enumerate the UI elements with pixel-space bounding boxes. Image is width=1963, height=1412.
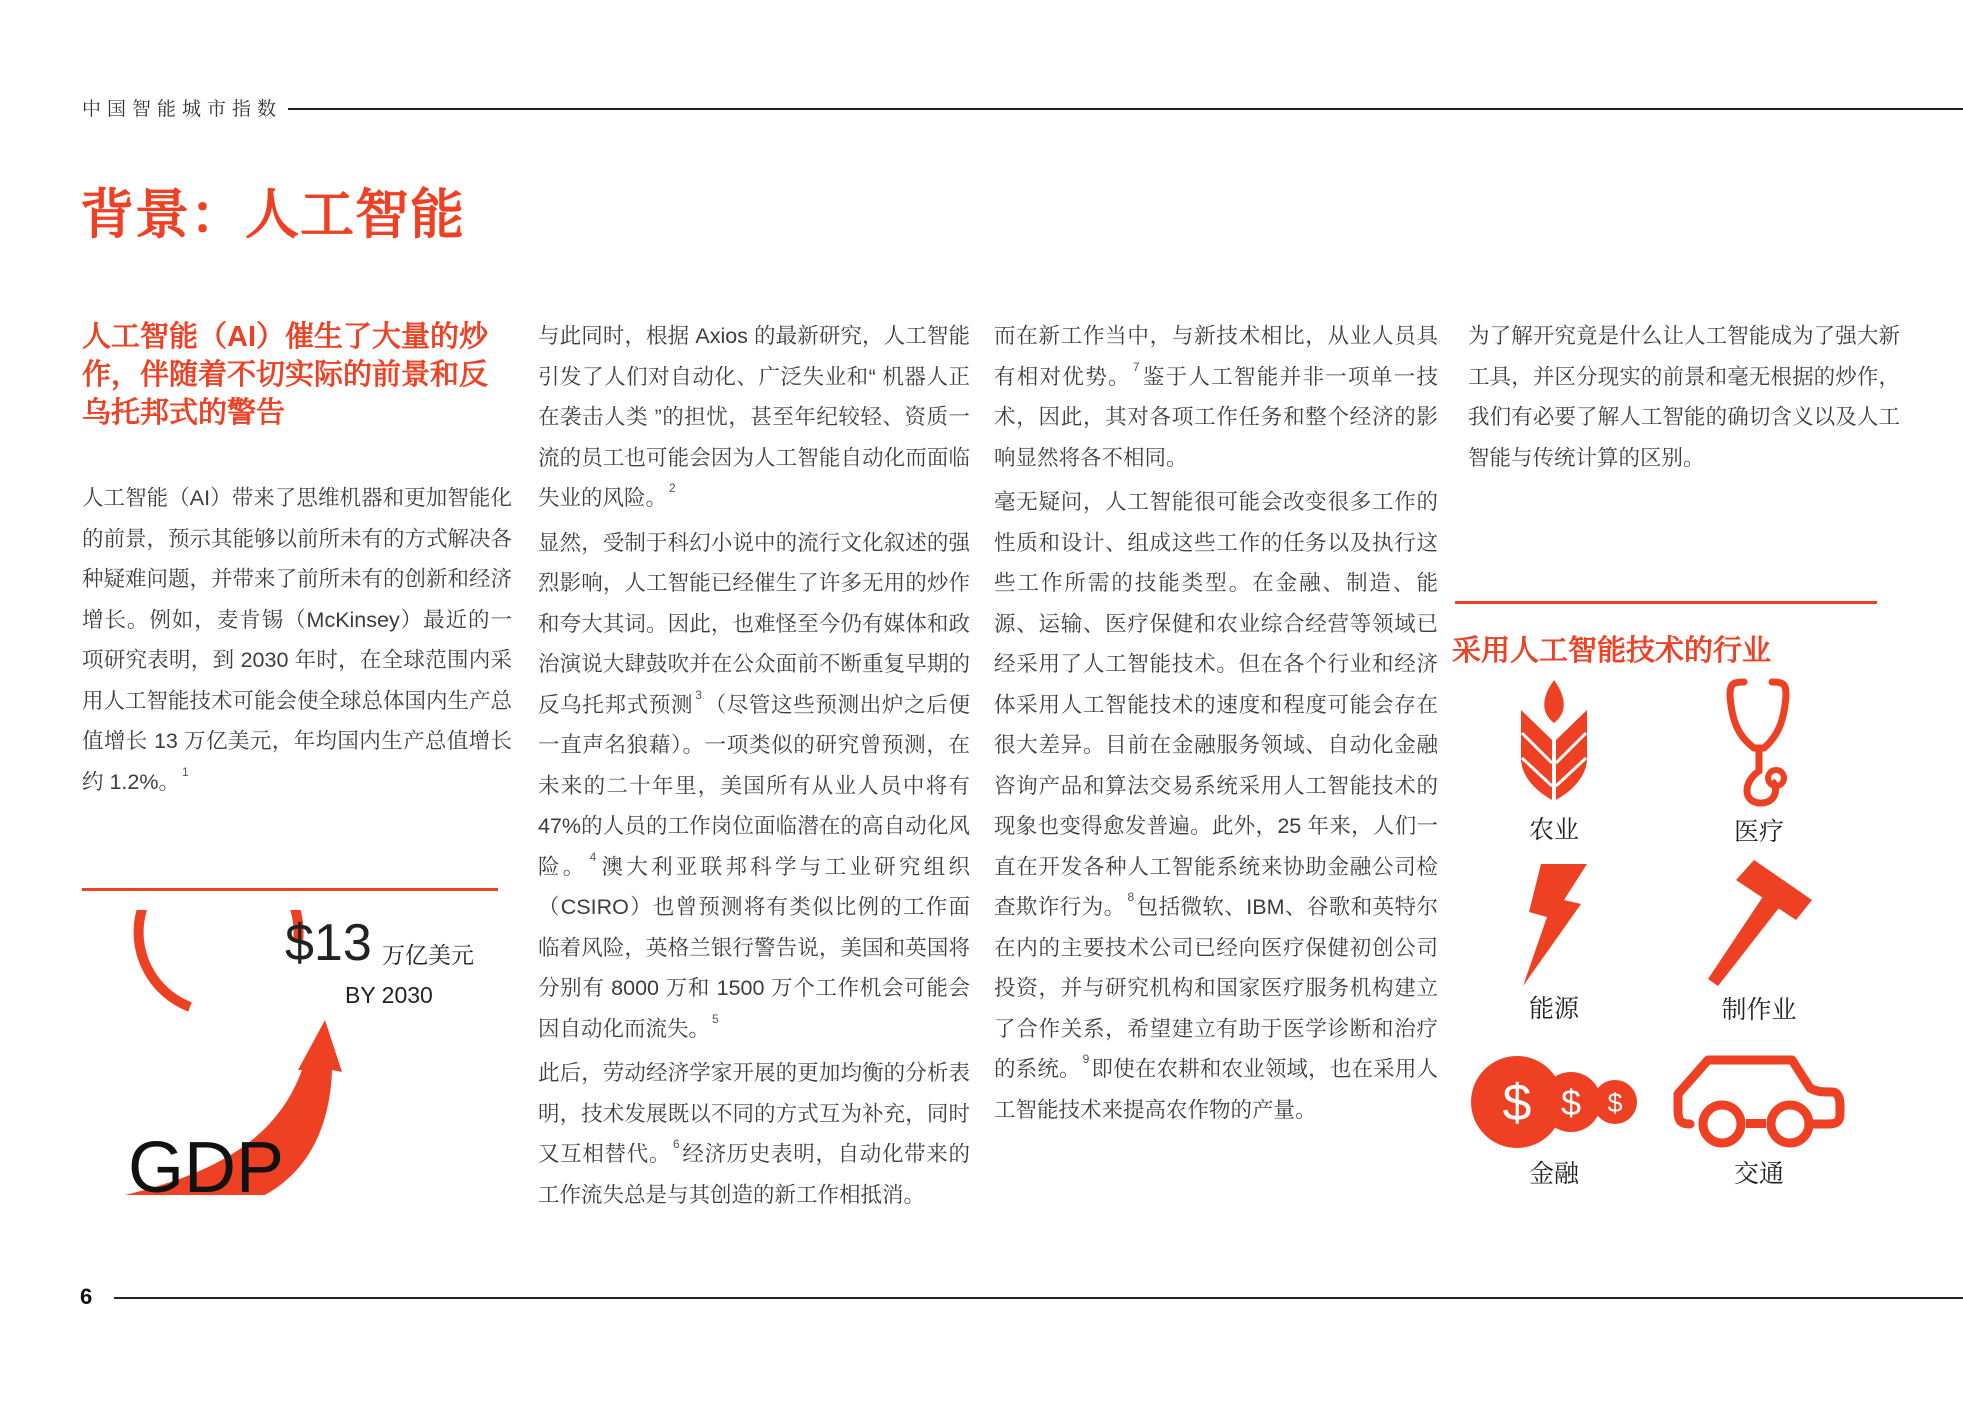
text-column-1 xyxy=(82,478,512,806)
footnote-ref: 9 xyxy=(1082,1052,1090,1066)
paragraph-text: 毫无疑问，人工智能很可能会改变很多工作的性质和设计、组成这些工作的任务以及执行这些工作所需的技能类型。在金融、制造、能源、运输、医疗保健和农业综合经营等领域已经采用了人工智能技术。但在各个行业和经济体采用人工智能技术的速度和程度可能会存在很大差异。目前在金融服务领域、自动化金融咨询产品和算法交易系统采用人工智能技术的现象也变得愈发普遍。此外，25 年来，人们一直在开发各种人工智能系统来协助金融公司检查欺诈行为。 xyxy=(994,490,1438,919)
industries-title: 采用人工智能技术的行业 xyxy=(1452,635,1772,667)
paragraph-text: 与此同时，根据 Axios 的最新研究，人工智能引发了人们对自动化、广泛失业和“ 机器人正在袭击人类 ”的担忧，甚至年纪较轻、资质一流的员工也可能会因为人工智能自动化而面临失业的风险。 xyxy=(538,324,970,510)
footnote-ref: 2 xyxy=(669,481,676,495)
paragraph-text: （尽管这些预测出炉之后便一直声名狼藉）。一项类似的研究曾预测，在未来的二十年里，美国所有从业人员中将有 47%的人员的工作岗位面临潜在的高自动化风险。 xyxy=(538,692,970,879)
paragraph-text: 即使在农耕和农业领域，也在采用人工智能技术来提高农作物的产量。 xyxy=(994,1057,1438,1122)
footnote-ref: 8 xyxy=(1127,890,1135,904)
text-column-2 xyxy=(538,316,970,1219)
text-column-4 xyxy=(1468,316,1900,482)
footer-rule xyxy=(114,1297,1963,1299)
gdp-unit: 万亿美元 xyxy=(382,942,474,968)
car-icon xyxy=(1672,1052,1846,1152)
industry-label: 金融 xyxy=(1528,1160,1579,1188)
paragraph xyxy=(538,1053,970,1215)
industry-label: 制作业 xyxy=(1721,996,1797,1024)
paragraph xyxy=(538,523,970,1050)
industry-finance xyxy=(1454,1052,1654,1190)
industry-label: 农业 xyxy=(1528,816,1579,844)
footnote-ref: 1 xyxy=(181,764,189,779)
industry-manufacturing xyxy=(1659,858,1859,1026)
paragraph-text: 经济历史表明，自动化带来的工作流失总是与其创造的新工作相抵消。 xyxy=(538,1142,970,1207)
gdp-amount: $13 xyxy=(285,914,372,972)
gdp-divider xyxy=(82,888,498,891)
paragraph-text: 包括微软、IBM、谷歌和英特尔在内的主要技术公司已经向医疗保健初创公司投资，并与研究机构和国家医疗服务机构建立了合作关系，希望建立有助于医学诊断和治疗的系统。 xyxy=(994,895,1438,1081)
gdp-year: BY 2030 xyxy=(345,982,433,1008)
paragraph xyxy=(994,316,1438,478)
gdp-label: GDP xyxy=(128,1128,285,1208)
paragraph-text: 人工智能（AI）带来了思维机器和更加智能化的前景，预示其能够以前所未有的方式解决各种疑难问题，并带来了前所未有的创新和经济增长。例如，麦肯锡（McKinsey）最近的一项研究表明，到 2030 年时，在全球范围内采用人工智能技术可能会使全球总体国内生产总值增长 13 万亿美元，年均国内生产总值增长约 1.2%。 xyxy=(82,486,513,794)
industries-divider xyxy=(1455,601,1877,604)
coins-icon xyxy=(1469,1052,1639,1152)
running-header: 中国智能城市指数 xyxy=(82,99,283,120)
svg-text:$: $ xyxy=(1607,1088,1623,1118)
paragraph-text: 显然，受制于科幻小说中的流行文化叙述的强烈影响，人工智能已经催生了许多无用的炒作和夸大其词。因此，也难怪至今仍有媒体和政治演说大肆鼓吹并在公众面前不断重复早期的反乌托邦式预测 xyxy=(538,530,970,717)
industry-energy xyxy=(1454,862,1654,1025)
gdp-growth-graphic xyxy=(120,910,520,1210)
industry-label: 交通 xyxy=(1733,1160,1784,1188)
footnote-ref: 6 xyxy=(673,1137,680,1151)
paragraph xyxy=(994,482,1438,1130)
text-column-3 xyxy=(994,316,1438,1134)
paragraph xyxy=(82,478,512,802)
svg-text:$: $ xyxy=(1560,1082,1582,1123)
paragraph xyxy=(1468,316,1900,478)
page-title: 背景：人工智能 xyxy=(80,185,465,245)
svg-text:$: $ xyxy=(1502,1074,1532,1132)
page-number: 6 xyxy=(80,1284,93,1309)
industry-agriculture xyxy=(1454,678,1654,846)
paragraph-text: 为了解开究竟是什么让人工智能成为了强大新工具，并区分现实的前景和毫无根据的炒作，我们有必要了解人工智能的确切含义以及人工智能与传统计算的区别。 xyxy=(1468,324,1900,470)
stethoscope-icon xyxy=(1724,676,1794,810)
industry-label: 医疗 xyxy=(1733,818,1784,846)
circular-arrow-arc xyxy=(139,910,299,1007)
hammer-icon xyxy=(1704,858,1814,988)
wheat-icon xyxy=(1519,678,1589,808)
paragraph-text: 而在新工作当中，与新技术相比，从业人员具有相对优势。 xyxy=(994,324,1438,389)
industry-transport xyxy=(1659,1052,1859,1190)
paragraph-text: 此后，劳动经济学家开展的更加均衡的分析表明，技术发展既以不同的方式互为补充，同时又互相替代。 xyxy=(538,1061,970,1166)
paragraph xyxy=(538,316,970,519)
industry-healthcare xyxy=(1659,676,1859,848)
paragraph-text: 鉴于人工智能并非一项单一技术，因此，其对各项工作任务和整个经济的影响显然将各不相同。 xyxy=(994,364,1438,470)
header-rule xyxy=(288,108,1963,110)
lightning-icon xyxy=(1519,862,1589,987)
section-subtitle: 人工智能（AI）催生了大量的炒作，伴随着不切实际的前景和反乌托邦式的警告 xyxy=(82,321,489,429)
footnote-ref: 3 xyxy=(695,687,702,702)
footnote-ref: 4 xyxy=(589,849,597,864)
footnote-ref: 7 xyxy=(1132,359,1140,374)
paragraph-text: 澳大利亚联邦科学与工业研究组织（CSIRO）也曾预测将有类似比例的工作面临着风险，英格兰银行警告说，美国和英国将分别有 8000 万和 1500 万个工作机会可能会因自动化而流失。 xyxy=(538,854,970,1041)
footnote-ref: 5 xyxy=(712,1011,719,1026)
industry-label: 能源 xyxy=(1528,995,1579,1023)
